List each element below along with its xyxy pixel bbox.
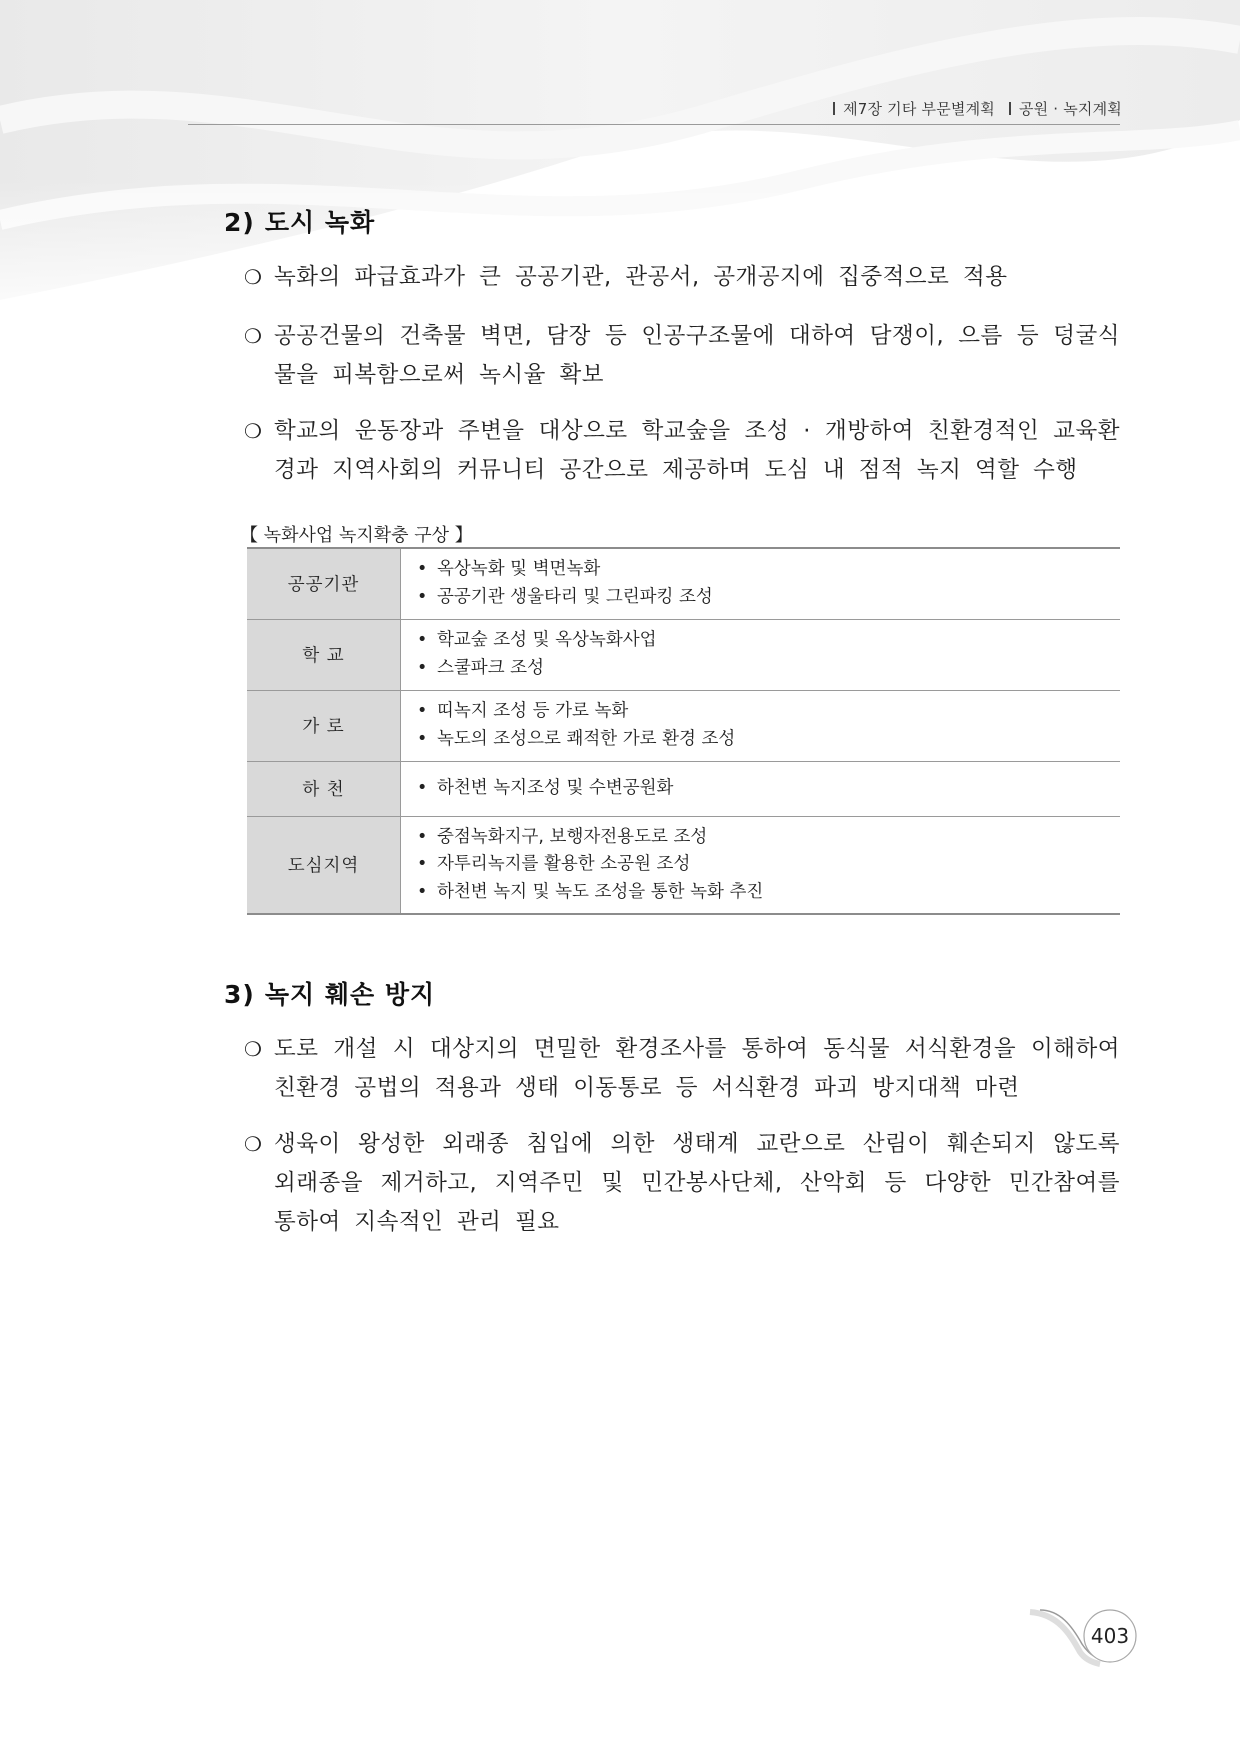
paragraph-text: 도로 개설 시 대상지의 면밀한 환경조사를 통하여 동식물 서식환경을 이해하여 친환경 공법의 적용과 생태 이동통로 등 서식환경 파괴 방지대책 마련 xyxy=(274,1036,1120,1101)
circle-bullet-icon: ❍ xyxy=(244,324,262,348)
header-divider xyxy=(833,102,835,115)
circle-bullet-icon: ❍ xyxy=(244,1037,262,1061)
list-item: • 띠녹지 조성 등 가로 녹화 xyxy=(415,698,1120,726)
list-item: • 스쿨파크 조성 xyxy=(415,655,1120,683)
circle-bullet-icon: ❍ xyxy=(244,265,262,289)
list-item: • 자투리녹지를 활용한 소공원 조성 xyxy=(415,851,1120,879)
list-item: • 하천변 녹지조성 및 수변공원화 xyxy=(415,775,1120,803)
items-cell xyxy=(401,619,1121,690)
items-cell xyxy=(401,690,1121,761)
section-number: 2) xyxy=(224,208,255,237)
paragraph-text: 공공건물의 건축물 벽면, 담장 등 인공구조물에 대하여 담쟁이, 으름 등 덩굴식물을 피복함으로써 녹시율 확보 xyxy=(274,323,1120,388)
items-cell xyxy=(401,761,1121,816)
category-cell: 하 천 xyxy=(247,761,401,816)
table-row xyxy=(247,761,1120,816)
footer-rule xyxy=(0,1600,1240,1720)
paragraph-text: 녹화의 파급효과가 큰 공공기관, 관공서, 공개공지에 집중적으로 적용 xyxy=(274,264,1008,290)
items-cell xyxy=(401,816,1121,914)
category-cell: 공공기관 xyxy=(247,548,401,619)
header-chapter: 제7장 기타 부문별계획 xyxy=(843,100,995,118)
header-rule xyxy=(188,124,1120,125)
page-number: 403 xyxy=(1090,1624,1130,1648)
section-3-heading xyxy=(224,975,435,1011)
table-row xyxy=(247,816,1120,914)
section-2-heading xyxy=(224,203,375,239)
table-row xyxy=(247,690,1120,761)
list-item: • 학교숲 조성 및 옥상녹화사업 xyxy=(415,627,1120,655)
table-row xyxy=(247,548,1120,619)
section-title: 녹지 훼손 방지 xyxy=(264,980,436,1009)
list-item: • 옥상녹화 및 벽면녹화 xyxy=(415,556,1120,584)
category-cell: 도심지역 xyxy=(247,816,401,914)
section-title: 도시 녹화 xyxy=(264,208,376,237)
paragraph-text: 학교의 운동장과 주변을 대상으로 학교숲을 조성 · 개방하여 친환경적인 교육환경과 지역사회의 커뮤니티 공간으로 제공하며 도심 내 점적 녹지 역할 수행 xyxy=(274,418,1120,483)
paragraph-text: 생육이 왕성한 외래종 침입에 의한 생태계 교란으로 산림이 훼손되지 않도록 외래종을 제거하고, 지역주민 및 민간봉사단체, 산악회 등 다양한 민간참여를 통하여 지속적인 관리 필요 xyxy=(274,1131,1120,1235)
paragraph xyxy=(244,412,1120,490)
category-cell: 가 로 xyxy=(247,690,401,761)
greening-plan-table xyxy=(247,547,1120,915)
table-caption: 【 녹화사업 녹지확충 구상 】 xyxy=(240,525,473,546)
list-item: • 중점녹화지구, 보행자전용도로 조성 xyxy=(415,824,1120,852)
table-row xyxy=(247,619,1120,690)
section-number: 3) xyxy=(224,980,255,1009)
header-section: 공원 · 녹지계획 xyxy=(1018,100,1122,118)
running-header xyxy=(833,98,1122,119)
circle-bullet-icon: ❍ xyxy=(244,1132,262,1156)
items-cell xyxy=(401,548,1121,619)
category-cell: 학 교 xyxy=(247,619,401,690)
circle-bullet-icon: ❍ xyxy=(244,419,262,443)
paragraph xyxy=(244,317,1120,395)
header-divider xyxy=(1009,102,1011,115)
list-item: • 공공기관 생울타리 및 그린파킹 조성 xyxy=(415,584,1120,612)
list-item: • 하천변 녹지 및 녹도 조성을 통한 녹화 추진 xyxy=(415,879,1120,907)
paragraph xyxy=(244,1030,1120,1108)
paragraph xyxy=(244,1125,1120,1242)
list-item: • 녹도의 조성으로 쾌적한 가로 환경 조성 xyxy=(415,726,1120,754)
paragraph xyxy=(244,258,1120,297)
